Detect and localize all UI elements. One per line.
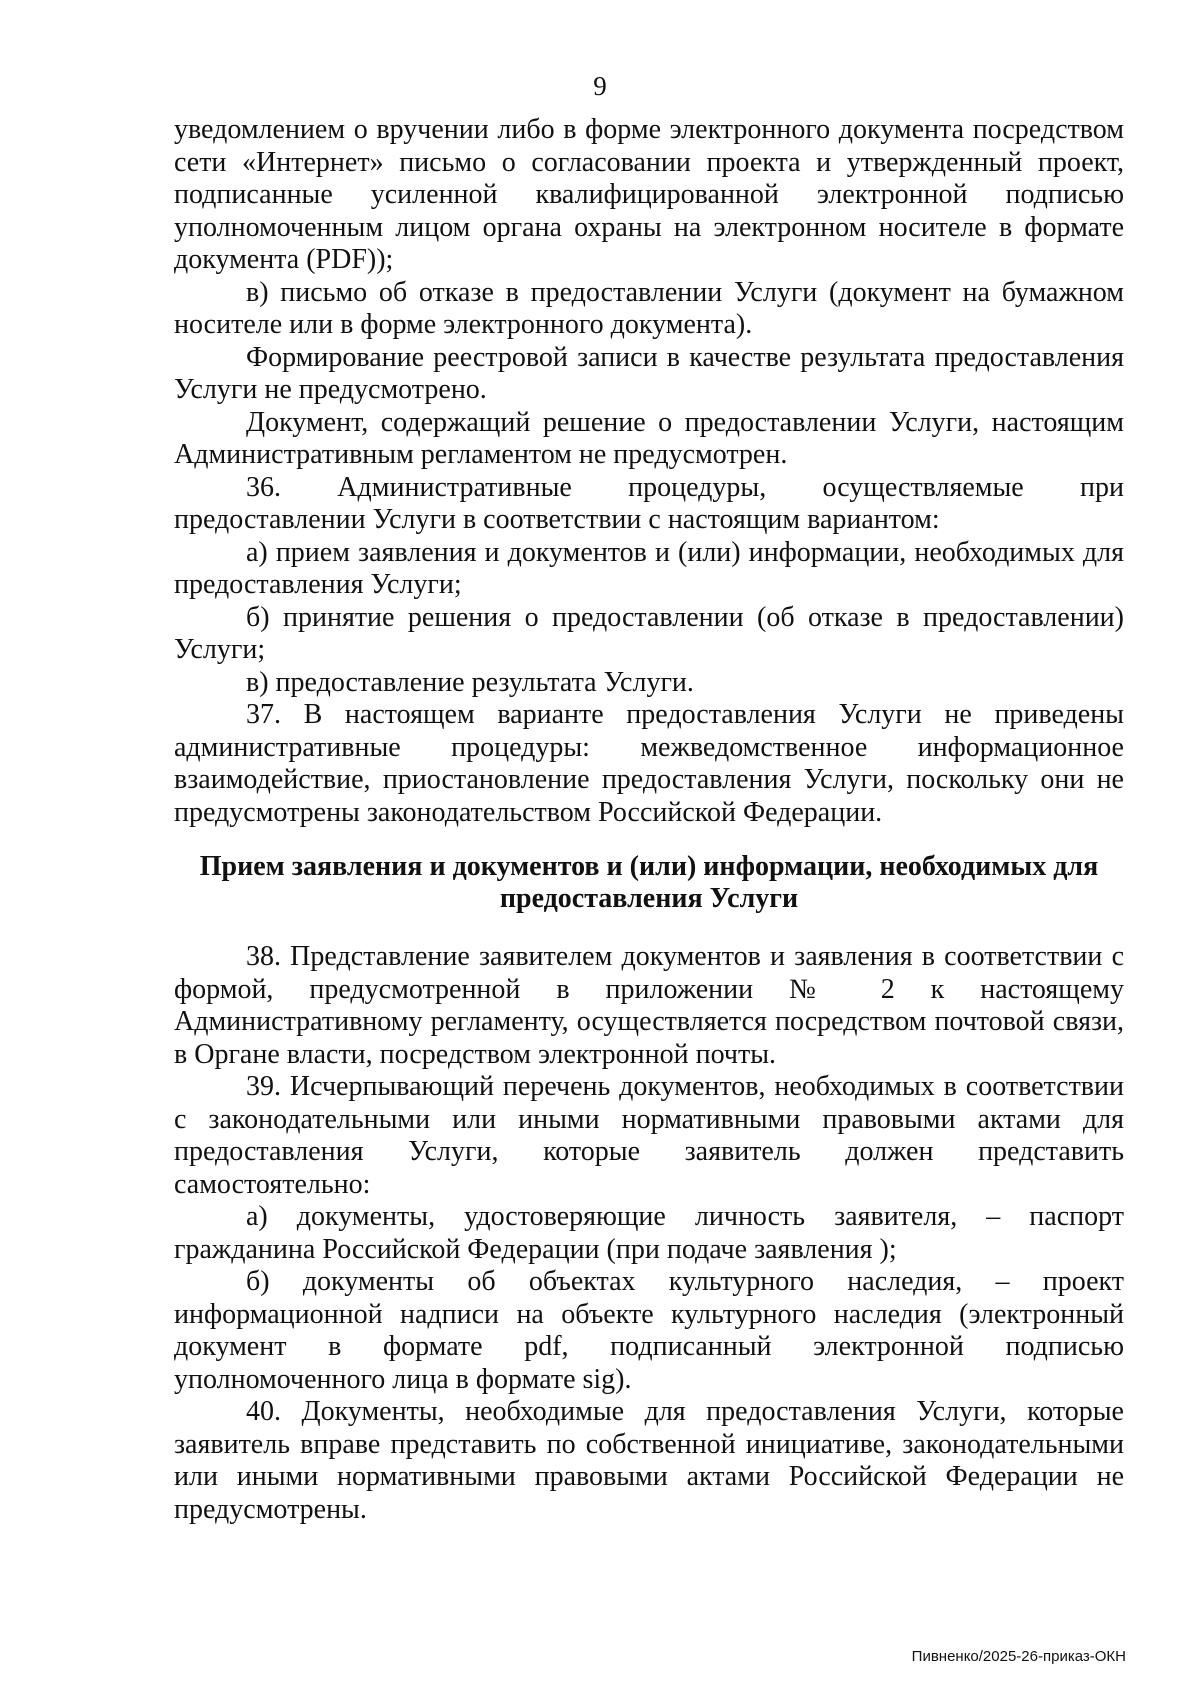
paragraph-decision-document: Документ, содержащий решение о предоставлении Услуги, настоящим Административным регламентом не предусмотрен. [174, 406, 1124, 470]
paragraph-39-b: б) документы об объектах культурного наследия, – проект информационной надписи на объекте культурного наследия (электронный документ в формате pdf, подписанный электронной подписью уполномоченного лица в формате sig). [174, 1266, 1124, 1395]
page-number: 9 [593, 71, 607, 101]
paragraph-40: 40. Документы, необходимые для предоставления Услуги, которые заявитель вправе представить по собственной инициативе, законодательными или иными нормативными правовыми актами Российской Федерации не предусмотрены. [174, 1396, 1124, 1525]
paragraph-36-v: в) предоставление результата Услуги. [246, 666, 694, 698]
paragraph-continuation: уведомлением о вручении либо в форме электронного документа посредством сети «Интернет» письмо о согласовании проекта и утвержденный проект, подписанные усиленной квалифицированной электронной подписью уполномоченным лицом органа охраны на электронном носителе в формате документа (PDF)); [174, 114, 1124, 275]
paragraph-39: 39. Исчерпывающий перечень документов, необходимых в соответствии с законодательными или иными нормативными правовыми актами для предоставления Услуги, которые заявитель должен представить самостоятельно: [174, 1071, 1124, 1200]
paragraph-36: 36. Административные процедуры, осуществляемые при предоставлении Услуги в соответствии с настоящим вариантом: [174, 471, 1124, 535]
section-heading-line-2: предоставления Услуги [499, 883, 799, 914]
section-heading-line-1: Прием заявления и документов и (или) информации, необходимых для [199, 851, 1099, 882]
document-footer-code: Пивненко/2025-26-приказ-ОКН [911, 1648, 1126, 1665]
paragraph-item-v-refusal: в) письмо об отказе в предоставлении Услуги (документ на бумажном носителе или в форме электронного документа). [174, 276, 1124, 340]
paragraph-37: 37. В настоящем варианте предоставления Услуги не приведены административные процедуры: межведомственное информационное взаимодействие, приостановление предоставления Услуги, поскольку они не предусмотрены законодательством Российской Федерации. [174, 699, 1124, 828]
paragraph-38: 38. Представление заявителем документов и заявления в соответствии с формой, предусмотренной в приложении № 2 к настоящему Административному регламенту, осуществляется посредством почтовой связи, в Органе власти, посредством электронной почты. [174, 941, 1124, 1070]
paragraph-39-a: а) документы, удостоверяющие личность заявителя, – паспорт гражданина Российской Федерации (при подаче заявления ); [174, 1201, 1124, 1265]
section-heading [174, 851, 1124, 915]
document-body [174, 114, 1124, 1526]
paragraph-registry-record: Формирование реестровой записи в качестве результата предоставления Услуги не предусмотрено. [174, 341, 1124, 405]
paragraph-36-a: а) прием заявления и документов и (или) информации, необходимых для предоставления Услуги; [174, 536, 1124, 600]
paragraph-36-b: б) принятие решения о предоставлении (об отказе в предоставлении) Услуги; [174, 601, 1124, 665]
